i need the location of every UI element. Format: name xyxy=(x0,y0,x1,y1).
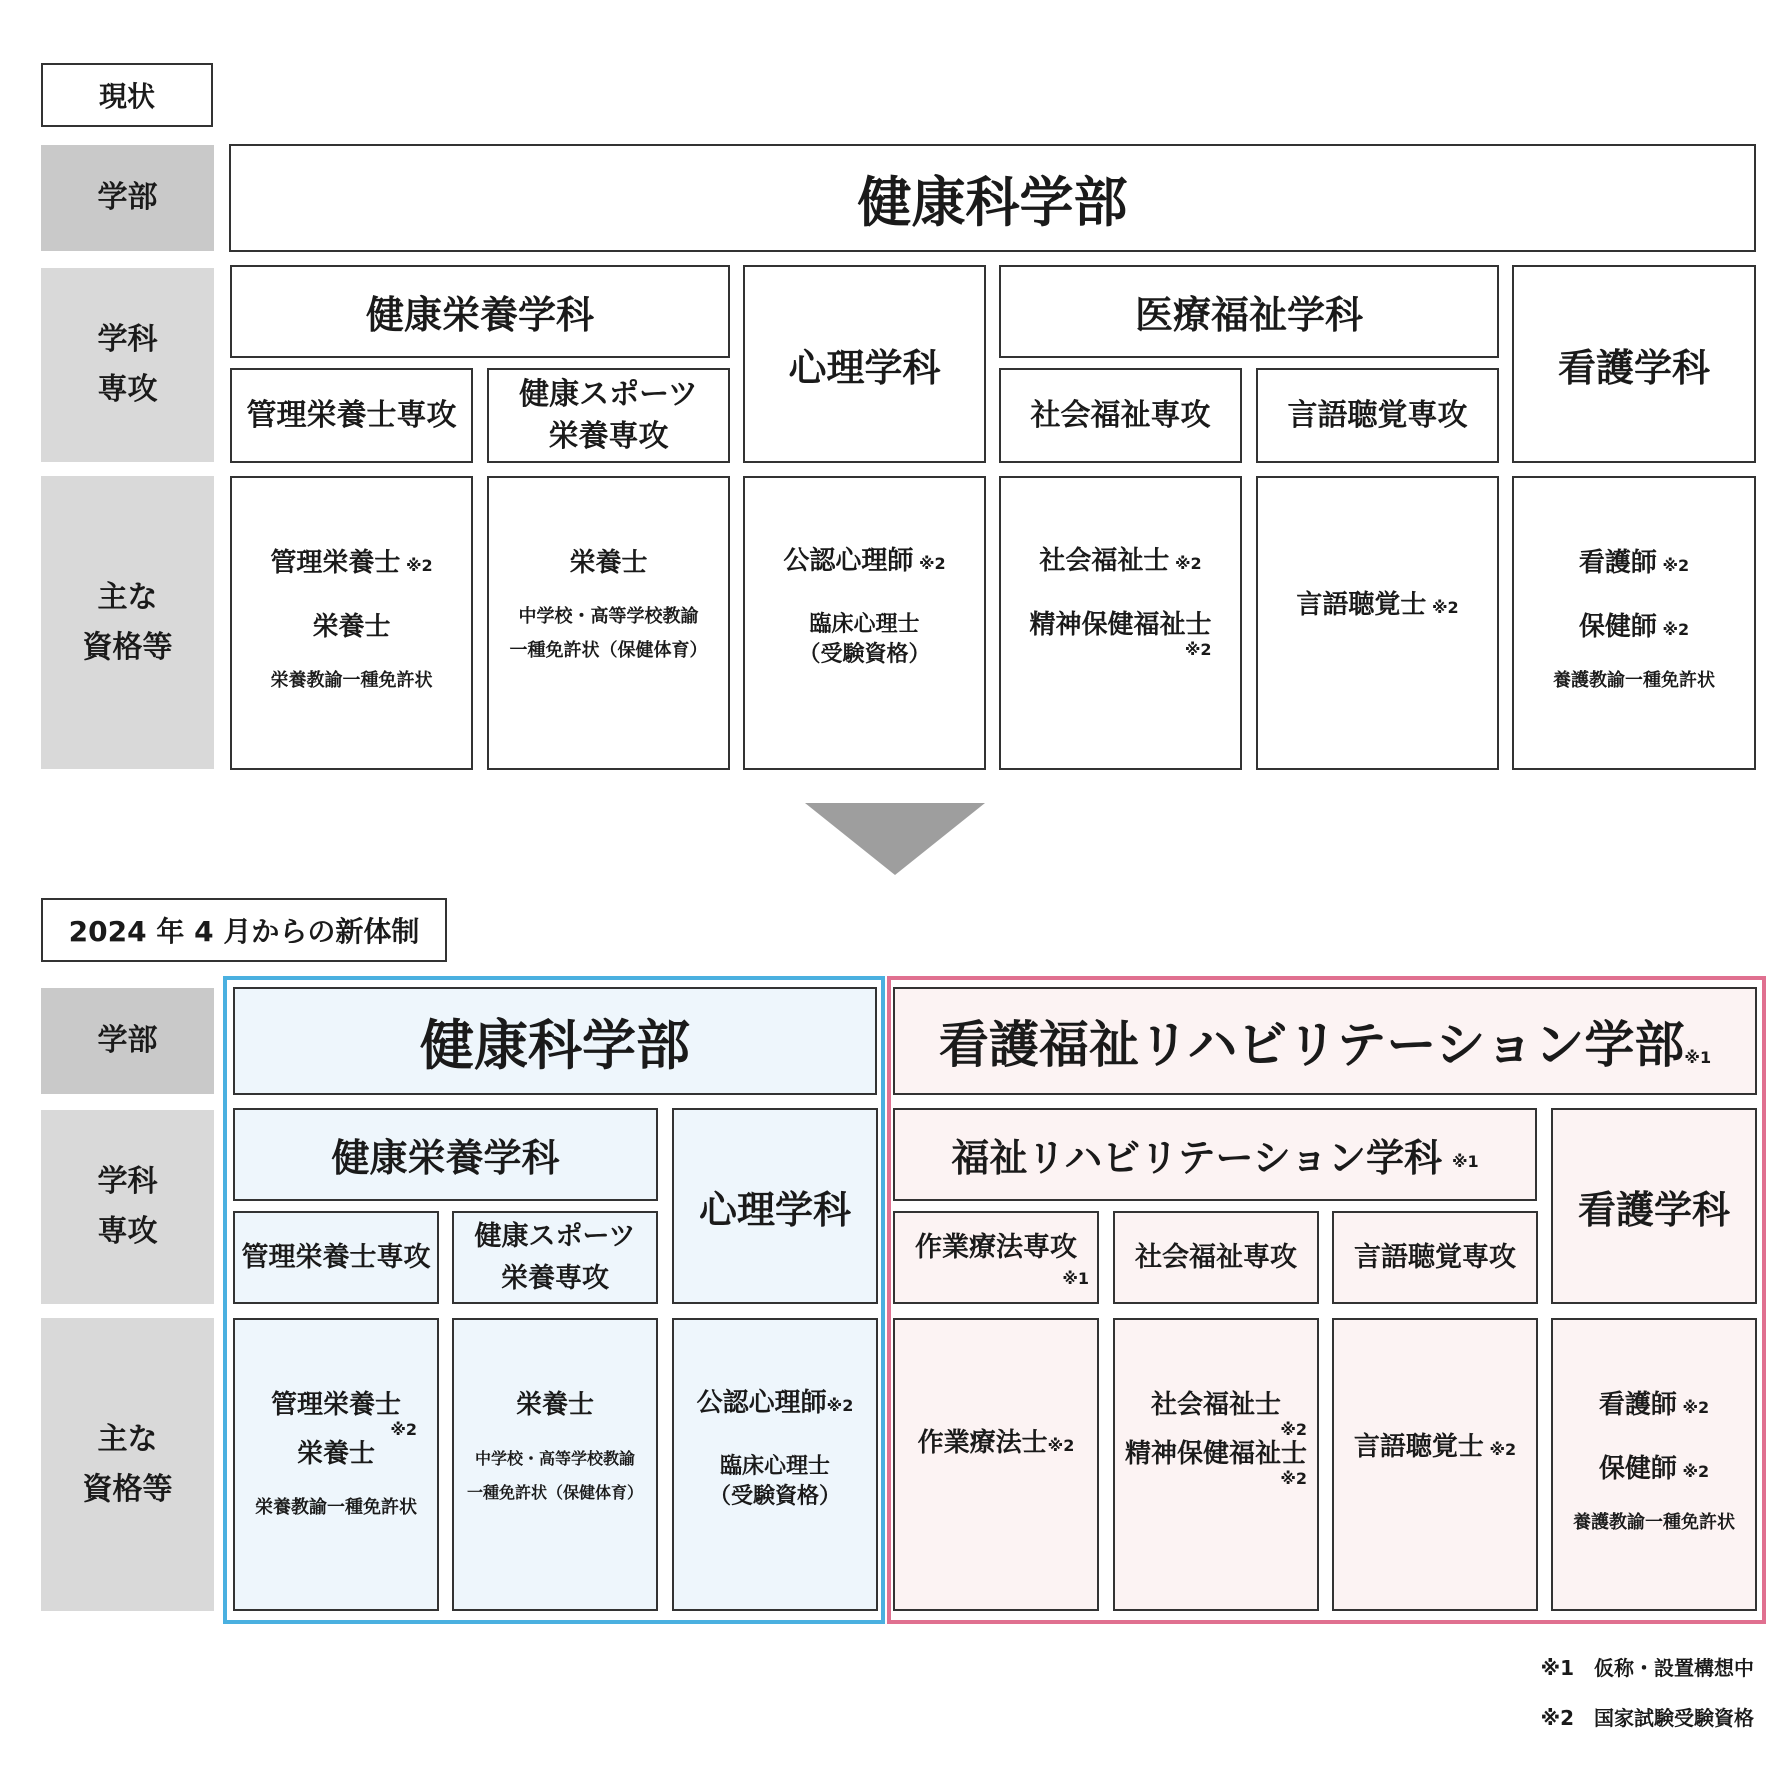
qual-primary: 言語聴覚士 xyxy=(1353,1432,1484,1462)
row-label-text: 学科 xyxy=(97,1164,158,1199)
current-dept-psychology xyxy=(743,265,986,463)
new-qual-psychology xyxy=(672,1318,878,1611)
current-major-speech xyxy=(1256,368,1499,463)
major-title: 管理栄養士専攻 xyxy=(241,1241,431,1273)
qual-primary: 栄養士 xyxy=(569,548,648,578)
qual-primary: 管理栄養士 xyxy=(270,548,401,578)
footnote-1: ※1 仮称・設置構想中 xyxy=(1540,1656,1754,1680)
current-qual-psychology xyxy=(743,476,986,770)
row-label-text: 学部 xyxy=(97,1023,158,1058)
row-label-text: 主な xyxy=(97,1421,158,1457)
note-marker: ※2 xyxy=(1662,620,1690,639)
qual-primary: 看護師 xyxy=(1578,548,1657,578)
note-marker: ※2 xyxy=(1047,1436,1075,1455)
note-marker: ※2 xyxy=(1682,1462,1710,1481)
current-faculty-box xyxy=(229,144,1756,252)
major-title: 健康スポーツ xyxy=(519,376,698,412)
current-major-social-work xyxy=(999,368,1242,463)
note-marker: ※2 xyxy=(1682,1398,1710,1417)
major-title: 健康スポーツ xyxy=(474,1220,636,1252)
qual-secondary: （受験資格） xyxy=(708,1484,841,1509)
note-marker: ※2 xyxy=(390,1420,417,1439)
new-dept-nursing xyxy=(1551,1108,1757,1304)
qual-primary: 看護師 xyxy=(1598,1390,1677,1420)
row-label-qual-current xyxy=(41,476,214,769)
row-label-dept-new xyxy=(41,1110,214,1304)
row-label-dept-current xyxy=(41,268,214,462)
new-qual-social-work xyxy=(1113,1318,1319,1611)
new-qual-ot xyxy=(893,1318,1099,1611)
row-label-qual-new xyxy=(41,1318,214,1611)
major-title: 作業療法専攻 xyxy=(915,1232,1077,1263)
qual-primary: 社会福祉士 xyxy=(1039,546,1170,576)
new-qual-speech xyxy=(1332,1318,1538,1611)
row-label-text: 学部 xyxy=(97,180,158,215)
qual-primary: 臨床心理士 xyxy=(809,612,920,637)
qual-primary: 保健師 xyxy=(1598,1454,1677,1484)
current-qual-speech xyxy=(1256,476,1499,770)
qual-primary: 栄養士 xyxy=(296,1439,375,1469)
note-marker: ※2 xyxy=(1662,556,1690,575)
new-dept-rehab xyxy=(893,1108,1537,1201)
qual-primary: 公認心理師 xyxy=(783,546,914,576)
row-label-text: 資格等 xyxy=(82,1471,173,1507)
qual-secondary: 中学校・高等学校教諭 xyxy=(474,1449,635,1468)
qual-secondary: 中学校・高等学校教諭 xyxy=(518,606,699,627)
faculty-title: 看護福祉リハビリテーション学部 xyxy=(938,1016,1685,1074)
qual-secondary: 栄養教諭一種免許状 xyxy=(255,1497,417,1518)
major-title: 言語聴覚専攻 xyxy=(1354,1241,1516,1273)
new-section-label xyxy=(41,898,447,962)
major-title: 社会福祉専攻 xyxy=(1135,1241,1297,1273)
transition-arrow-icon xyxy=(805,803,985,875)
note-marker: ※2 xyxy=(405,556,433,575)
new-qual-sports xyxy=(452,1318,658,1611)
current-dept-welfare xyxy=(999,265,1499,358)
current-section-label-text: 現状 xyxy=(98,80,155,113)
current-section-label xyxy=(41,63,213,127)
note-marker: ※2 xyxy=(826,1396,854,1415)
note-marker: ※1 xyxy=(1684,1048,1712,1067)
major-title: 社会福祉専攻 xyxy=(1030,397,1211,433)
new-faculty-health-box xyxy=(233,987,877,1095)
note-marker: ※2 xyxy=(1184,640,1212,659)
dept-title: 医療福祉学科 xyxy=(1134,293,1363,337)
footnote-2: ※2 国家試験受験資格 xyxy=(1540,1706,1754,1730)
faculty-title: 健康科学部 xyxy=(857,170,1128,234)
major-title: 管理栄養士専攻 xyxy=(246,397,457,433)
qual-primary: 精神保健福祉士 xyxy=(1124,1439,1307,1469)
current-qual-nursing xyxy=(1512,476,1756,770)
new-major-ot xyxy=(893,1211,1099,1304)
dept-title: 看護学科 xyxy=(1557,345,1710,390)
row-label-text: 主な xyxy=(97,579,158,615)
new-major-speech xyxy=(1332,1211,1538,1304)
qual-primary: 言語聴覚士 xyxy=(1296,590,1427,620)
qual-primary: 社会福祉士 xyxy=(1150,1390,1281,1420)
current-major-dietitian xyxy=(230,368,473,463)
major-title: 栄養専攻 xyxy=(548,418,669,454)
dept-title: 心理学科 xyxy=(698,1187,851,1232)
qual-primary: 作業療法士 xyxy=(917,1428,1048,1458)
note-marker: ※2 xyxy=(1280,1469,1307,1488)
faculty-title: 健康科学部 xyxy=(420,1013,690,1077)
note-marker: ※1 xyxy=(1451,1152,1479,1171)
new-section-label-text: 2024 年 4 月からの新体制 xyxy=(68,915,420,948)
current-qual-social-work xyxy=(999,476,1242,770)
dept-title: 福祉リハビリテーション学科 xyxy=(951,1136,1442,1180)
major-title: 栄養専攻 xyxy=(501,1262,609,1294)
note-marker: ※2 xyxy=(1431,598,1459,617)
dept-title: 看護学科 xyxy=(1577,1187,1730,1232)
note-marker: ※1 xyxy=(1062,1269,1089,1288)
new-major-sports xyxy=(452,1211,658,1304)
dept-title: 健康栄養学科 xyxy=(331,1136,560,1180)
new-qual-nursing xyxy=(1551,1318,1757,1611)
row-label-faculty-current xyxy=(41,145,214,251)
major-title: 言語聴覚専攻 xyxy=(1287,397,1468,433)
qual-primary: 栄養士 xyxy=(515,1390,594,1420)
dept-title: 健康栄養学科 xyxy=(365,293,594,337)
new-faculty-rehab-box xyxy=(893,987,1757,1095)
qual-primary: 栄養士 xyxy=(312,612,391,642)
qual-secondary: 養護教諭一種免許状 xyxy=(1573,1512,1735,1533)
note-marker: ※2 xyxy=(1174,554,1202,573)
new-qual-dietitian xyxy=(233,1318,439,1611)
new-dept-nutrition xyxy=(233,1108,658,1201)
current-qual-dietitian xyxy=(230,476,473,770)
current-major-sports xyxy=(487,368,730,463)
row-label-text: 資格等 xyxy=(82,629,173,665)
qual-primary: 保健師 xyxy=(1578,612,1657,642)
row-label-text: 専攻 xyxy=(97,1214,158,1249)
dept-title: 心理学科 xyxy=(788,345,941,390)
current-dept-nutrition xyxy=(230,265,730,358)
qual-primary: 公認心理師 xyxy=(696,1388,827,1418)
note-marker: ※2 xyxy=(1489,1440,1517,1459)
row-label-text: 学科 xyxy=(97,322,158,357)
qual-secondary: 栄養教諭一種免許状 xyxy=(270,670,433,691)
new-major-dietitian xyxy=(233,1211,439,1304)
row-label-faculty-new xyxy=(41,988,214,1094)
qual-secondary: 養護教諭一種免許状 xyxy=(1553,670,1715,691)
row-label-text: 専攻 xyxy=(97,372,158,407)
new-major-social-work xyxy=(1113,1211,1319,1304)
qual-primary: 臨床心理士 xyxy=(719,1454,830,1479)
qual-secondary: （受験資格） xyxy=(798,642,931,667)
qual-secondary: 一種免許状（保健体育） xyxy=(466,1483,643,1502)
qual-secondary: 一種免許状（保健体育） xyxy=(509,640,708,661)
new-dept-psychology xyxy=(672,1108,878,1304)
current-qual-sports xyxy=(487,476,730,770)
current-dept-nursing xyxy=(1512,265,1756,463)
qual-primary: 管理栄養士 xyxy=(270,1390,401,1420)
note-marker: ※2 xyxy=(918,554,946,573)
qual-primary: 精神保健福祉士 xyxy=(1029,610,1212,640)
note-marker: ※2 xyxy=(1280,1420,1307,1439)
